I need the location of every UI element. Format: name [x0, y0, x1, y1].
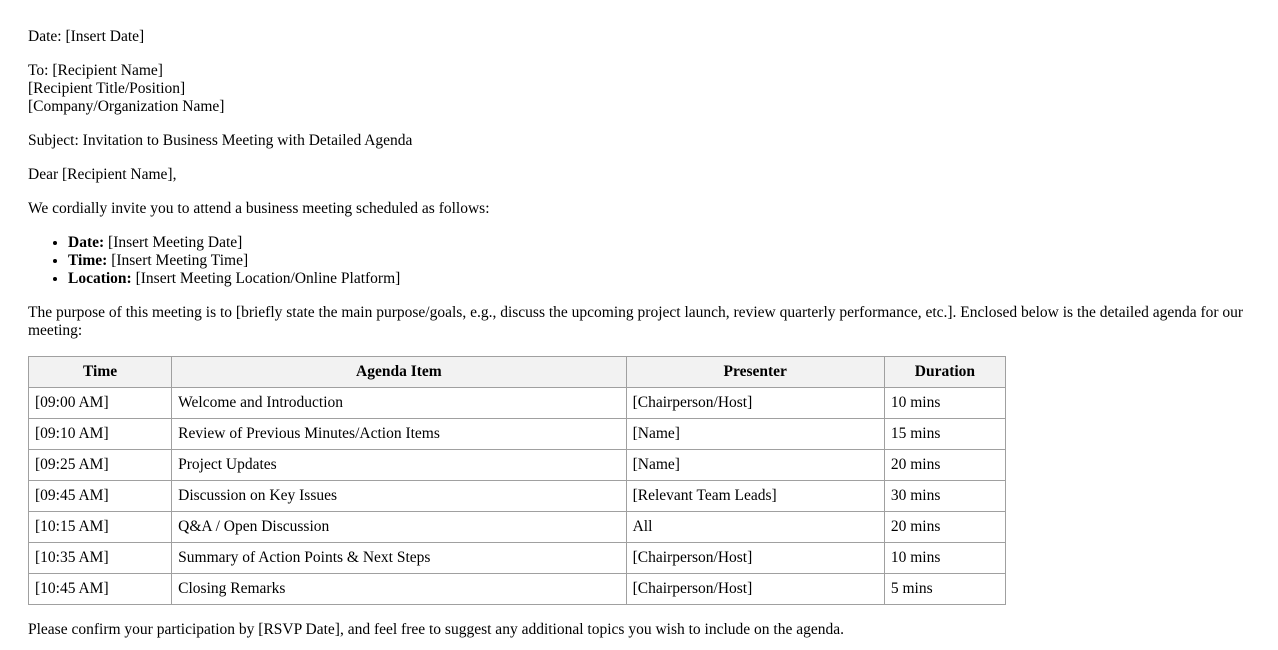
- detail-label: Time:: [68, 252, 108, 269]
- cell-duration: 30 mins: [884, 481, 1005, 512]
- cell-presenter: [Chairperson/Host]: [626, 543, 884, 574]
- cell-duration: 5 mins: [884, 574, 1005, 605]
- table-row: [29, 450, 1006, 481]
- greeting: Dear [Recipient Name],: [28, 166, 177, 183]
- detail-value: [Insert Meeting Time]: [107, 252, 249, 269]
- cell-presenter: [Relevant Team Leads]: [626, 481, 884, 512]
- table-row: [29, 574, 1006, 605]
- cell-presenter: [Chairperson/Host]: [626, 574, 884, 605]
- cell-agenda-item: Closing Remarks: [172, 574, 626, 605]
- table-row: [29, 543, 1006, 574]
- detail-time: [68, 252, 1250, 270]
- cell-agenda-item: Summary of Action Points & Next Steps: [172, 543, 626, 574]
- meeting-details-list: [28, 234, 1250, 288]
- closing-text: Please confirm your participation by [RSVP Date], and feel free to suggest any additional topics you wish to include on the agenda.: [28, 621, 844, 638]
- date-line: Date: [Insert Date]: [28, 28, 145, 45]
- subject-line: Subject: Invitation to Business Meeting with Detailed Agenda: [28, 132, 413, 149]
- recipient-name-line: To: [Recipient Name]: [28, 62, 163, 79]
- table-row: [29, 388, 1006, 419]
- cell-agenda-item: Discussion on Key Issues: [172, 481, 626, 512]
- cell-duration: 10 mins: [884, 388, 1005, 419]
- purpose-text: The purpose of this meeting is to [briefly state the main purpose/goals, e.g., discuss the upcoming project launch, review quarterly performance, etc.]. Enclosed below is the detailed agenda for our meeting:: [28, 304, 1244, 339]
- detail-location: [68, 270, 1250, 288]
- detail-label: Location:: [68, 270, 132, 287]
- cell-duration: 10 mins: [884, 543, 1005, 574]
- cell-time: [09:00 AM]: [29, 388, 172, 419]
- cell-duration: 20 mins: [884, 450, 1005, 481]
- agenda-header-row: [29, 357, 1006, 388]
- cell-presenter: [Name]: [626, 450, 884, 481]
- letter-document: [28, 28, 1250, 639]
- table-row: [29, 512, 1006, 543]
- cell-presenter: [Chairperson/Host]: [626, 388, 884, 419]
- detail-date: [68, 234, 1250, 252]
- cell-time: [10:35 AM]: [29, 543, 172, 574]
- cell-agenda-item: Project Updates: [172, 450, 626, 481]
- cell-presenter: All: [626, 512, 884, 543]
- header-duration: Duration: [884, 357, 1005, 388]
- recipient-title-line: [Recipient Title/Position]: [28, 80, 186, 97]
- cell-time: [09:25 AM]: [29, 450, 172, 481]
- detail-value: [Insert Meeting Date]: [104, 234, 243, 251]
- table-row: [29, 481, 1006, 512]
- detail-label: Date:: [68, 234, 105, 251]
- cell-time: [09:10 AM]: [29, 419, 172, 450]
- cell-time: [09:45 AM]: [29, 481, 172, 512]
- cell-time: [10:15 AM]: [29, 512, 172, 543]
- header-agenda-item: Agenda Item: [172, 357, 626, 388]
- cell-time: [10:45 AM]: [29, 574, 172, 605]
- cell-duration: 20 mins: [884, 512, 1005, 543]
- recipient-address: [28, 62, 1250, 116]
- agenda-table: [28, 356, 1006, 605]
- table-row: [29, 419, 1006, 450]
- header-time: Time: [29, 357, 172, 388]
- cell-duration: 15 mins: [884, 419, 1005, 450]
- invite-text: We cordially invite you to attend a business meeting scheduled as follows:: [28, 200, 490, 217]
- recipient-company-line: [Company/Organization Name]: [28, 98, 225, 115]
- header-presenter: Presenter: [626, 357, 884, 388]
- cell-presenter: [Name]: [626, 419, 884, 450]
- detail-value: [Insert Meeting Location/Online Platform]: [131, 270, 401, 287]
- cell-agenda-item: Review of Previous Minutes/Action Items: [172, 419, 626, 450]
- cell-agenda-item: Welcome and Introduction: [172, 388, 626, 419]
- cell-agenda-item: Q&A / Open Discussion: [172, 512, 626, 543]
